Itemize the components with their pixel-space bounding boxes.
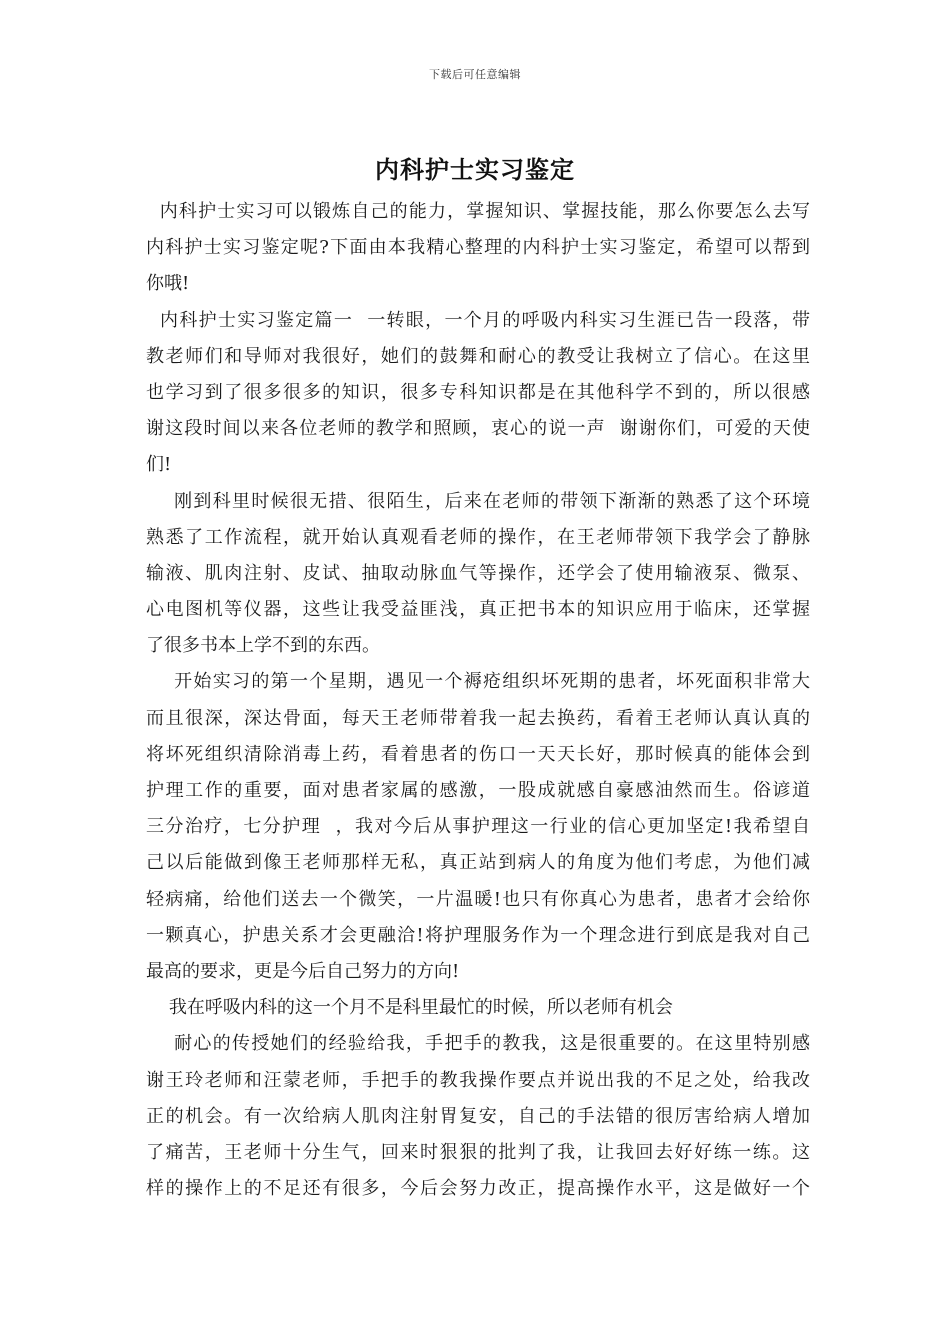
text-line: 输液、肌肉注射、皮试、抽取动脉血气等操作，还学会了使用输液泵、微泵、	[146, 562, 810, 584]
text-line: 了很多书本上学不到的东西。	[146, 635, 380, 657]
text-line: 心电图机等仪器，这些让我受益匪浅，真正把书本的知识应用于临床，还掌握	[146, 599, 810, 621]
text-line: 谢这段时间以来各位老师的教学和照顾，衷心的说一声 谢谢你们，可爱的天使	[146, 418, 810, 440]
text-line: 护理工作的重要，面对患者家属的感激，一股成就感自豪感油然而生。俗谚道	[146, 780, 810, 801]
text-line: 们!	[146, 454, 172, 476]
text-line: 我在呼吸内科的这一个月不是科里最忙的时候，所以老师有机会	[146, 997, 673, 1019]
text-line: 也学习到了很多很多的知识，很多专科知识都是在其他科学不到的，所以很感	[146, 381, 810, 403]
text-line: 耐心的传授她们的经验给我，手把手的教我，这是很重要的。在这里特别感	[146, 1033, 810, 1055]
text-line: 轻病痛，给他们送去一个微笑，一片温暖!也只有你真心为患者，患者才会给你	[146, 888, 810, 910]
text-line: 谢王玲老师和汪蒙老师，手把手的教我操作要点并说出我的不足之处，给我改	[146, 1069, 810, 1091]
text-line: 一颗真心，护患关系才会更融洽!将护理服务作为一个理念进行到底是我对自己	[146, 924, 810, 946]
text-line: 内科护士实习鉴定篇一 一转眼，一个月的呼吸内科实习生涯已告一段落，带	[146, 309, 810, 331]
text-line: 熟悉了工作流程，就开始认真观看老师的操作，在王老师带领下我学会了静脉	[146, 526, 810, 548]
text-line: 你哦!	[146, 273, 190, 295]
text-line: 最高的要求，更是今后自己努力的方向!	[146, 960, 460, 982]
text-line: 开始实习的第一个星期，遇见一个褥疮组织坏死期的患者，坏死面积非常大	[146, 671, 810, 693]
document-title: 内科护士实习鉴定	[375, 155, 575, 184]
text-line: 内科护士实习鉴定呢?下面由本我精心整理的内科护士实习鉴定，希望可以帮到	[146, 237, 810, 259]
text-line: 三分治疗，七分护理 ，我对今后从事护理这一行业的信心更加坚定!我希望自	[146, 816, 810, 838]
header-note: 下载后可任意编辑	[429, 68, 521, 81]
text-line: 内科护士实习可以锻炼自己的能力，掌握知识、掌握技能，那么你要怎么去写	[146, 201, 810, 222]
text-line: 了痛苦，王老师十分生气，回来时狠狠的批判了我，让我回去好好练一练。这	[146, 1141, 810, 1163]
text-line: 将坏死组织清除消毒上药，看着患者的伤口一天天长好，那时候真的能体会到	[146, 743, 810, 765]
text-line: 而且很深，深达骨面，每天王老师带着我一起去换药，看着王老师认真认真的	[146, 707, 810, 729]
document-body	[146, 194, 810, 1207]
text-line: 己以后能做到像王老师那样无私，真正站到病人的角度为他们考虑，为他们减	[146, 852, 810, 874]
text-line: 正的机会。有一次给病人肌肉注射胃复安，自己的手法错的很厉害给病人增加	[146, 1105, 810, 1127]
text-line: 样的操作上的不足还有很多，今后会努力改正，提高操作水平，这是做好一个	[146, 1178, 810, 1200]
text-line: 教老师们和导师对我很好，她们的鼓舞和耐心的教受让我树立了信心。在这里	[146, 345, 810, 367]
text-line: 刚到科里时候很无措、很陌生，后来在老师的带领下渐渐的熟悉了这个环境	[146, 490, 810, 512]
